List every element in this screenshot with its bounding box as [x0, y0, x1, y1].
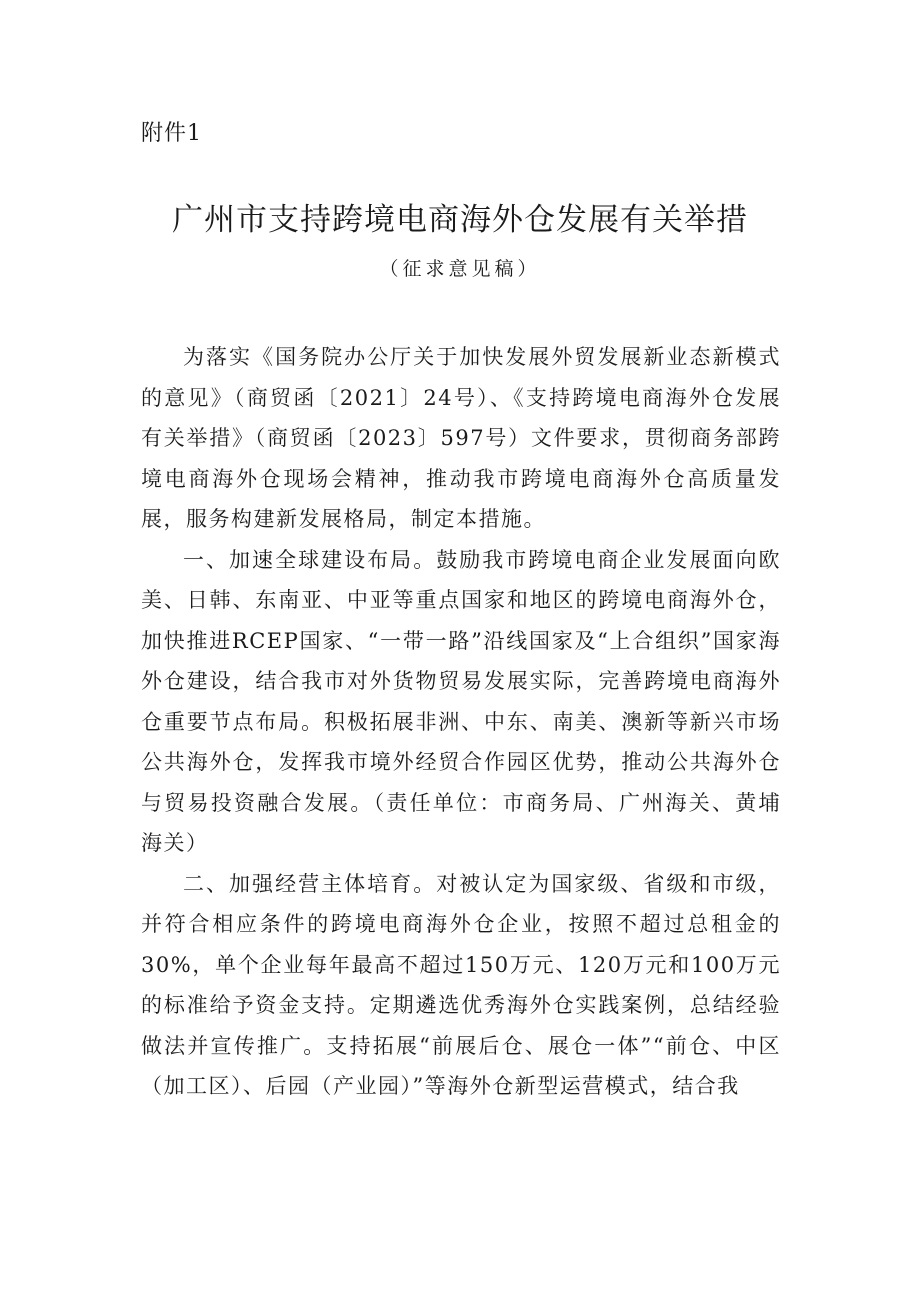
paragraph-preamble: 为落实《国务院办公厅关于加快发展外贸发展新业态新模式的意见》（商贸函〔2021〕24号）、《支持跨境电商海外仓发展有关举措》（商贸函〔2023〕597号）文件要求，贯彻商务部跨境电商海外仓现场会精神，推动我市跨境电商海外仓高质量发展，服务构建新发展格局，制定本措施。 [141, 345, 781, 531]
paragraph-section-2: 二、加强经营主体培育。对被认定为国家级、省级和市级，并符合相应条件的跨境电商海外仓企业，按照不超过总租金的30%，单个企业每年最高不超过150万元、120万元和100万元的标准给予资金支持。定期遴选优秀海外仓实践案例，总结经验做法并宣传推广。支持拓展“前展后仓、展仓一体”“前仓、中区（加工区）、后园（产业园）”等海外仓新型运营模式，结合我 [141, 871, 781, 1098]
document-title: 广州市支持跨境电商海外仓发展有关举措 [172, 202, 748, 238]
document-subtitle: （征求意见稿） [379, 258, 541, 280]
paragraph-section-1: 一、加速全球建设布局。鼓励我市跨境电商企业发展面向欧美、日韩、东南亚、中亚等重点国家和地区的跨境电商海外仓，加快推进RCEP国家、“一带一路”沿线国家及“上合组织”国家海外仓建设，结合我市对外货物贸易发展实际，完善跨境电商海外仓重要节点布局。积极拓展非洲、中东、南美、澳新等新兴市场公共海外仓，发挥我市境外经贸合作园区优势，推动公共海外仓与贸易投资融合发展。（责任单位：市商务局、广州海关、黄埔海关） [141, 547, 781, 855]
attachment-label: 附件1 [141, 121, 202, 146]
document-body [141, 337, 781, 1107]
